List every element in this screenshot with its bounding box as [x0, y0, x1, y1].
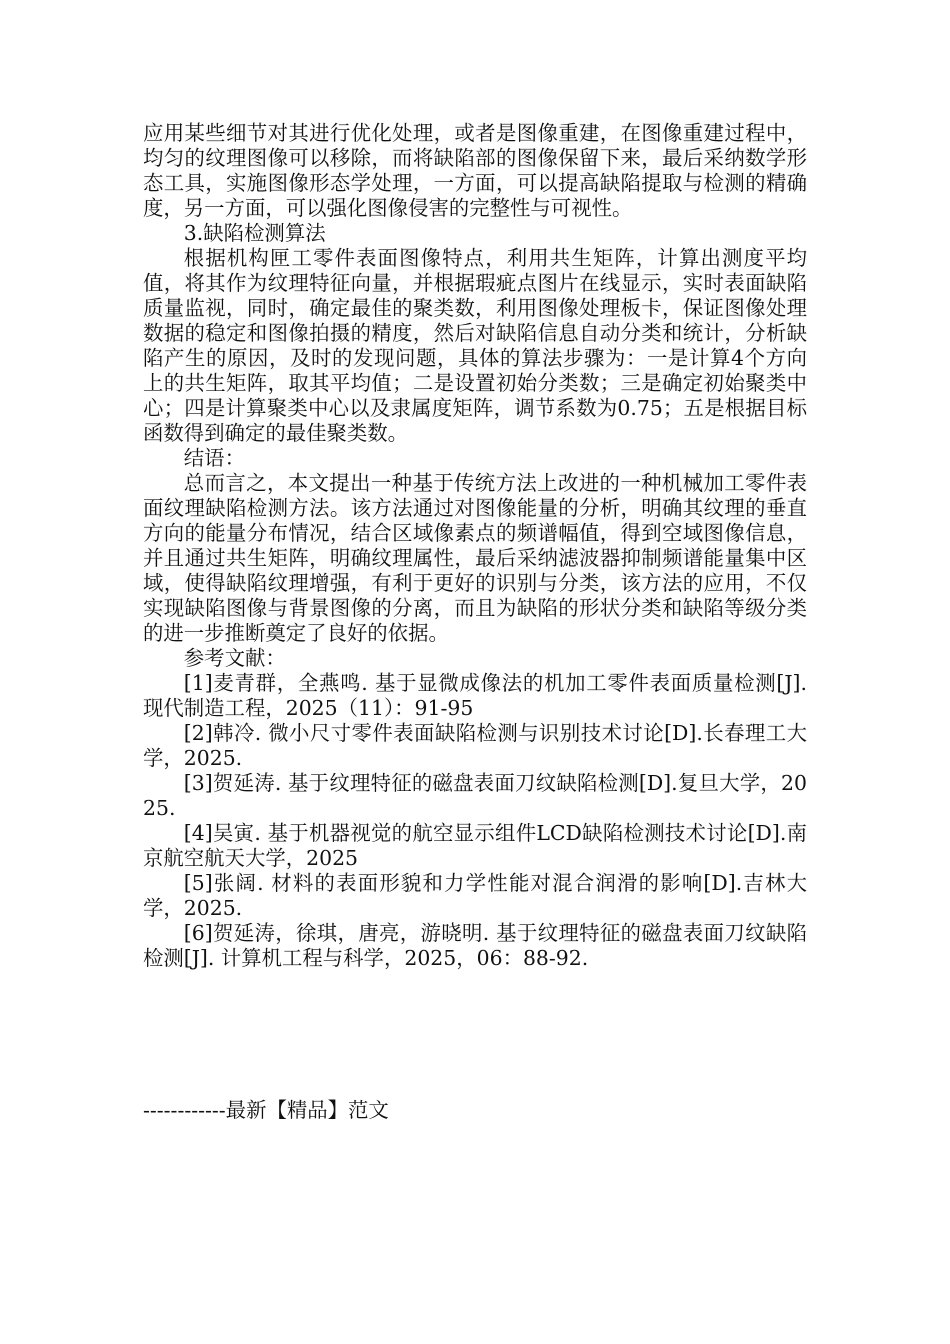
reference-item: [5]张阔. 材料的表面形貌和力学性能对混合润滑的影响[D].吉林大学，2025.	[143, 871, 807, 920]
document-body	[143, 121, 807, 971]
reference-item: [6]贺延涛，徐琪，唐亮，游晓明. 基于纹理特征的磁盘表面刀纹缺陷检测[J]. 计算机工程与科学，2025，06：88-92.	[143, 921, 807, 970]
section-heading: 3.缺陷检测算法	[183, 221, 326, 245]
references-heading: 参考文献：	[183, 646, 286, 670]
reference-item: [4]吴寅. 基于机器视觉的航空显示组件LCD缺陷检测技术讨论[D].南京航空航天大学，2025	[143, 821, 807, 870]
body-paragraph: 应用某些细节对其进行优化处理，或者是图像重建，在图像重建过程中，均匀的纹理图像可以移除，而将缺陷部的图像保留下来，最后采纳数学形态工具，实施图像形态学处理，一方面，可以提高缺陷提取与检测的精确度，另一方面，可以强化图像侵害的完整性与可视性。	[143, 121, 807, 220]
body-paragraph: 总而言之，本文提出一种基于传统方法上改进的一种机械加工零件表面纹理缺陷检测方法。该方法通过对图像能量的分析，明确其纹理的垂直方向的能量分布情况，结合区域像素点的频谱幅值，得到空域图像信息，并且通过共生矩阵，明确纹理属性，最后采纳滤波器抑制频谱能量集中区域，使得缺陷纹理增强，有利于更好的识别与分类，该方法的应用，不仅实现缺陷图像与背景图像的分离，而且为缺陷的形状分类和缺陷等级分类的进一步推断奠定了良好的依据。	[143, 471, 807, 645]
footer-text: ------------最新【精品】范文	[143, 1098, 389, 1122]
body-paragraph: 根据机构匣工零件表面图像特点，利用共生矩阵，计算出测度平均值，将其作为纹理特征向量，并根据瑕疵点图片在线显示，实时表面缺陷质量监视，同时，确定最佳的聚类数，利用图像处理板卡，保证图像处理数据的稳定和图像拍摄的精度，然后对缺陷信息自动分类和统计，分析缺陷产生的原因，及时的发现问题，具体的算法步骤为：一是计算4个方向上的共生矩阵，取其平均值；二是设置初始分类数；三是确定初始聚类中心；四是计算聚类中心以及隶属度矩阵，调节系数为0.75；五是根据目标函数得到确定的最佳聚类数。	[143, 246, 807, 445]
reference-item: [2]韩冷. 微小尺寸零件表面缺陷检测与识别技术讨论[D].长春理工大学，2025.	[143, 721, 807, 770]
reference-item: [1]麦青群，全燕鸣. 基于显微成像法的机加工零件表面质量检测[J]. 现代制造工程，2025（11）：91-95	[143, 671, 807, 720]
conclusion-heading: 结语：	[183, 446, 245, 470]
reference-item: [3]贺延涛. 基于纹理特征的磁盘表面刀纹缺陷检测[D].复旦大学，2025.	[143, 771, 807, 820]
